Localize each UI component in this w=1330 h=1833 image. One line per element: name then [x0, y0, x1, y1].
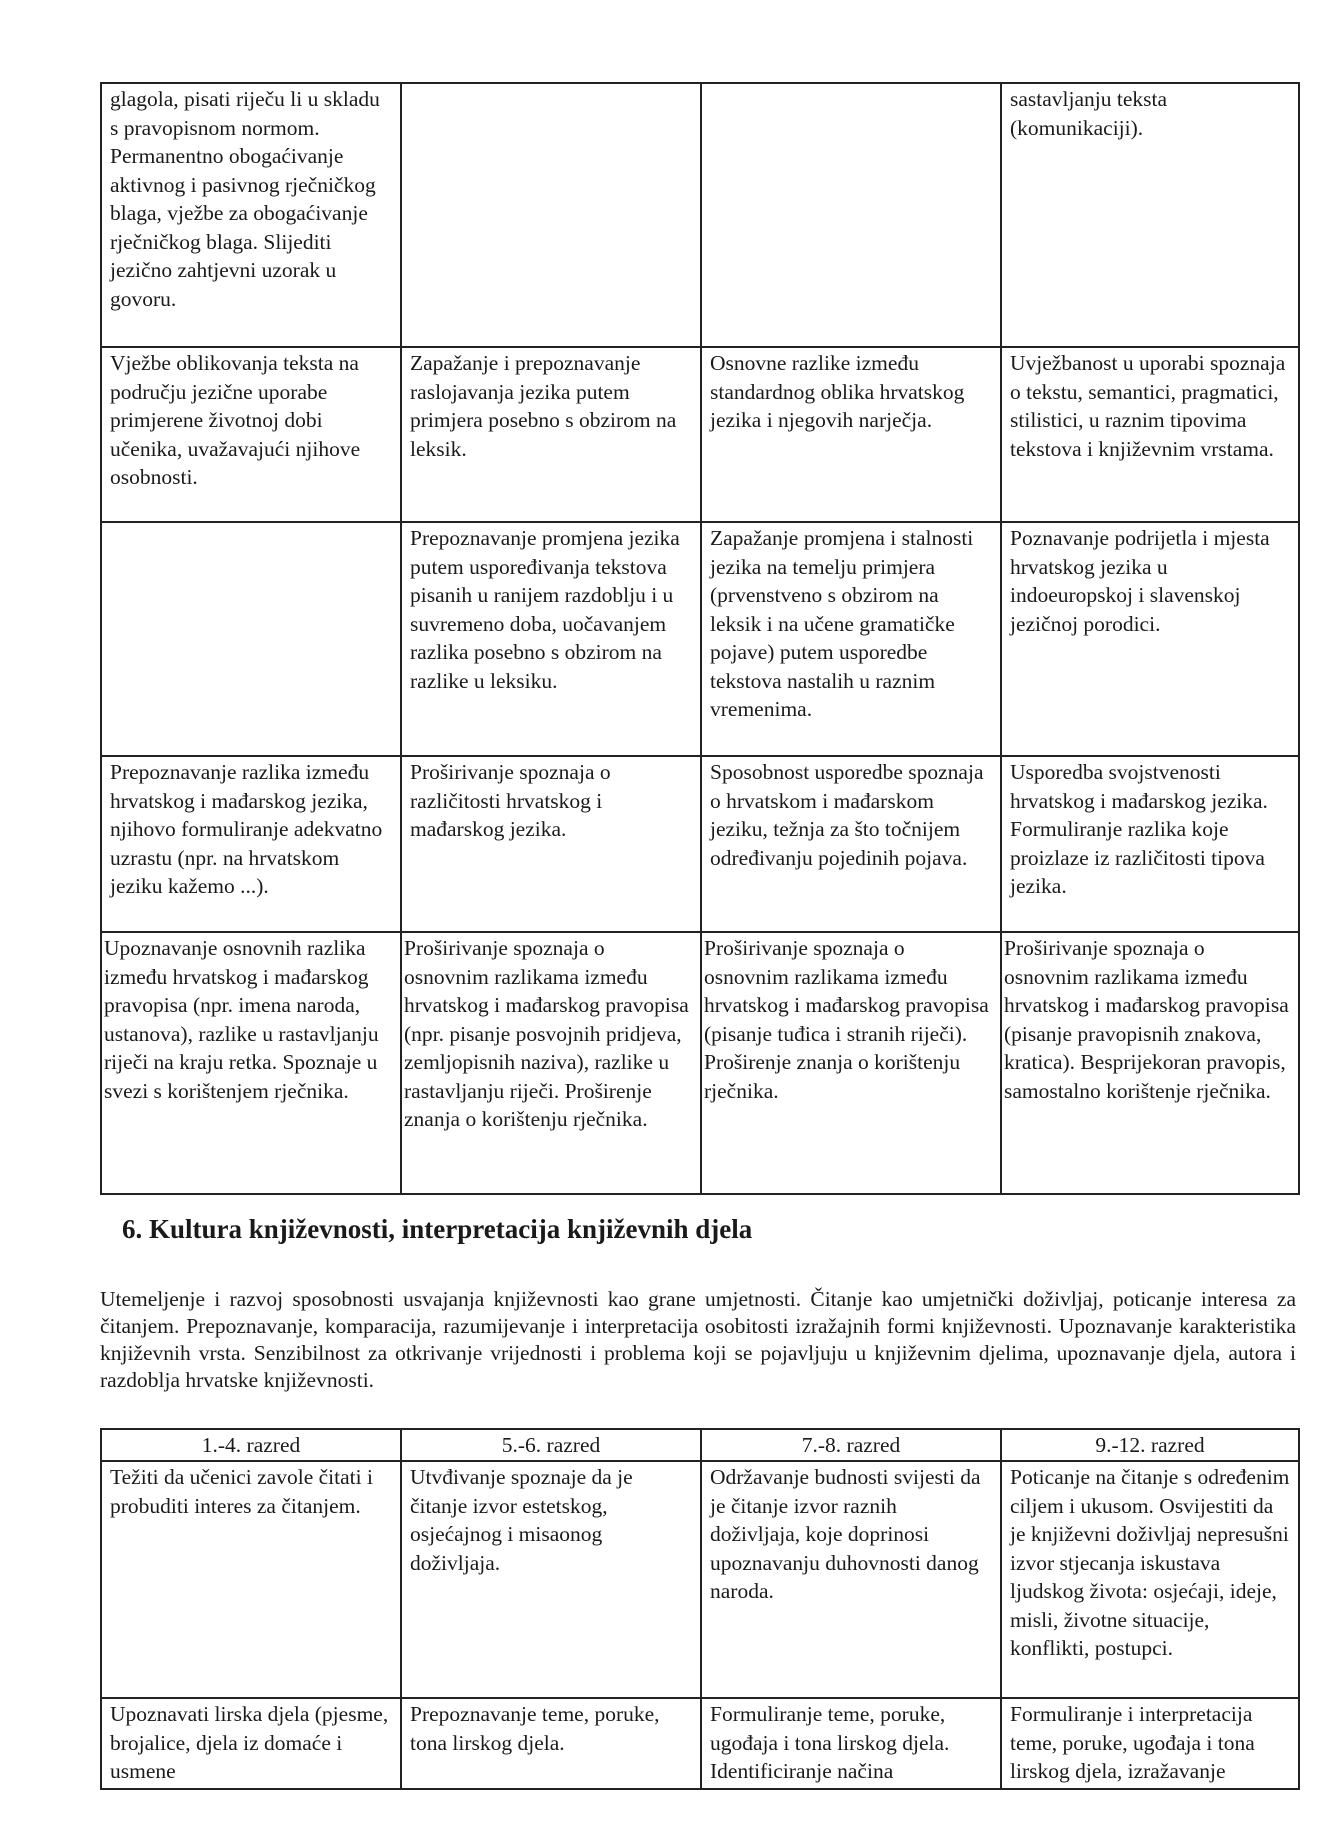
cell-grade-5-6: Prepoznavanje teme, poruke, tona lirskog djela. [401, 1698, 701, 1789]
section-heading: 6. Kultura književnosti, interpretacija književnih djela [122, 1214, 753, 1244]
language-table-continued [100, 82, 1300, 1195]
cell-grade-7-8: Zapažanje promjena i stalnosti jezika na temelju primjera (prvenstveno s obzirom na leksik i na učene gramatičke pojave) putem usporedbe tekstova nastalih u raznim vremenima. [701, 522, 1001, 756]
cell-grade-7-8: Proširivanje spoznaja o osnovnim razlikama između hrvatskog i mađarskog pravopisa (pisanje tuđica i stranih riječi). Proširenje znanja o korištenju rječnika. [701, 932, 1001, 1194]
cell-grade-1-4: Upoznavati lirska djela (pjesme, brojalice, djela iz domaće i usmene [101, 1698, 401, 1789]
cell-grade-9-12: Poticanje na čitanje s određenim ciljem i ukusom. Osvijestiti da je književni doživljaj nepresušni izvor stjecanja iskustava ljudskog života: osjećaji, ideje, misli, životne situacije, konflikti, postupci. [1001, 1461, 1299, 1698]
cell-grade-9-12: Uvježbanost u uporabi spoznaja o tekstu, semantici, pragmatici, stilistici, u raznim tipovima tekstova i književnim vrstama. [1001, 347, 1299, 522]
table-row [101, 1461, 1299, 1698]
cell-grade-9-12: sastavljanju teksta (komunikaciji). [1001, 83, 1299, 347]
table-row [101, 347, 1299, 522]
cell-grade-1-4: Vježbe oblikovanja teksta na području jezične uporabe primjerene životnoj dobi učenika, uvažavajući njihove osobnosti. [101, 347, 401, 522]
table-header-row [101, 1429, 1299, 1461]
cell-grade-5-6: Proširivanje spoznaja o različitosti hrvatskog i mađarskog jezika. [401, 756, 701, 932]
cell-grade-1-4: Upoznavanje osnovnih razlika između hrvatskog i mađarskog pravopisa (npr. imena naroda, ustanova), razlike u rastavljanju riječi na kraju retka. Spoznaje u svezi s korištenjem rječnika. [101, 932, 401, 1194]
section-intro: Utemeljenje i razvoj sposobnosti usvajanja književnosti kao grane umjetnosti. Čitanje kao umjetnički doživljaj, poticanje interesa za čitanjem. Prepoznavanje, komparacija, razumijevanje i interpretacija osobitosti izražajnih formi književnosti. Upoznavanje karakteristika književnih vrsta. Senzibilnost za otkrivanje vrijednosti i problema koji se pojavljuju u književnim djelima, upoznavanje djela, autora i razdoblja hrvatske književnosti. [100, 1287, 1296, 1392]
cell-grade-7-8: Održavanje budnosti svijesti da je čitanje izvor raznih doživljaja, koje doprinosi upoznavanju duhovnosti danog naroda. [701, 1461, 1001, 1698]
cell-grade-1-4: Težiti da učenici zavole čitati i probuditi interes za čitanjem. [101, 1461, 401, 1698]
cell-grade-7-8: Sposobnost usporedbe spoznaja o hrvatskom i mađarskom jeziku, težnja za što točnijem određivanju pojedinih pojava. [701, 756, 1001, 932]
table-row [101, 83, 1299, 347]
cell-grade-7-8: Osnovne razlike između standardnog oblika hrvatskog jezika i njegovih narječja. [701, 347, 1001, 522]
cell-grade-5-6 [401, 83, 701, 347]
column-header: 1.-4. razred [101, 1429, 401, 1461]
cell-grade-9-12: Poznavanje podrijetla i mjesta hrvatskog jezika u indoeuropskoj i slavenskoj jezičnoj porodici. [1001, 522, 1299, 756]
cell-grade-9-12: Proširivanje spoznaja o osnovnim razlikama između hrvatskog i mađarskog pravopisa (pisanje pravopisnih znakova, kratica). Besprijekoran pravopis, samostalno korištenje rječnika. [1001, 932, 1299, 1194]
cell-grade-9-12: Usporedba svojstvenosti hrvatskog i mađarskog jezika. Formuliranje razlika koje proizlaze iz različitosti tipova jezika. [1001, 756, 1299, 932]
table-row [101, 1698, 1299, 1789]
cell-grade-5-6: Prepoznavanje promjena jezika putem uspoređivanja tekstova pisanih u ranijem razdoblju i u suvremeno doba, uočavanjem razlika posebno s obzirom na razlike u leksiku. [401, 522, 701, 756]
literature-table [100, 1428, 1300, 1790]
column-header: 7.-8. razred [701, 1429, 1001, 1461]
column-header: 9.-12. razred [1001, 1429, 1299, 1461]
table-row [101, 522, 1299, 756]
table-row [101, 756, 1299, 932]
cell-grade-1-4 [101, 522, 401, 756]
cell-grade-7-8: Formuliranje teme, poruke, ugođaja i tona lirskog djela. Identificiranje načina [701, 1698, 1001, 1789]
table-row [101, 932, 1299, 1194]
cell-grade-5-6: Utvđivanje spoznaje da je čitanje izvor estetskog, osjećajnog i misaonog doživljaja. [401, 1461, 701, 1698]
cell-grade-5-6: Zapažanje i prepoznavanje raslojavanja jezika putem primjera posebno s obzirom na leksik. [401, 347, 701, 522]
column-header: 5.-6. razred [401, 1429, 701, 1461]
cell-grade-5-6: Proširivanje spoznaja o osnovnim razlikama između hrvatskog i mađarskog pravopisa (npr. pisanje posvojnih pridjeva, zemljopisnih naziva), razlike u rastavljanju riječi. Proširenje znanja o korištenju rječnika. [401, 932, 701, 1194]
cell-grade-1-4: Prepoznavanje razlika između hrvatskog i mađarskog jezika, njihovo formuliranje adekvatno uzrastu (npr. na hrvatskom jeziku kažemo ...). [101, 756, 401, 932]
cell-grade-7-8 [701, 83, 1001, 347]
cell-grade-9-12: Formuliranje i interpretacija teme, poruke, ugođaja i tona lirskog djela, izražavanje [1001, 1698, 1299, 1789]
cell-grade-1-4: glagola, pisati riječu li u skladu s pravopisnom normom. Permanentno obogaćivanje aktivnog i pasivnog rječničkog blaga, vježbe za obogaćivanje rječničkog blaga. Slijediti jezično zahtjevni uzorak u govoru. [101, 83, 401, 347]
